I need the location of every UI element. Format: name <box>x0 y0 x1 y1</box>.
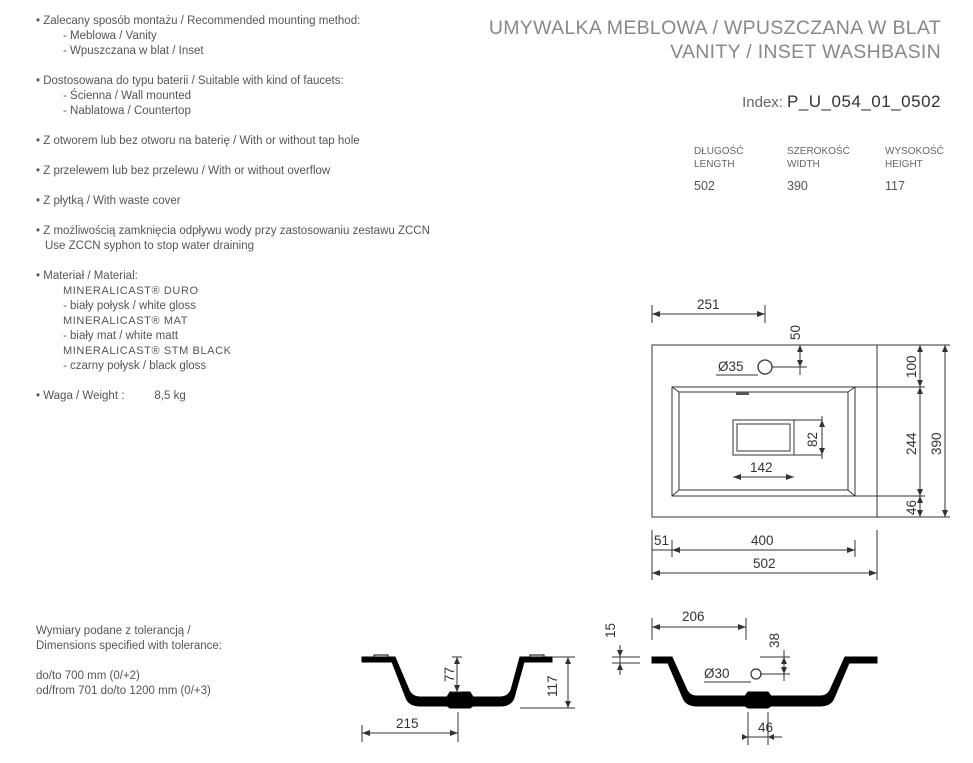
dimension-length-pl: DŁUGOŚĆ <box>694 146 744 157</box>
dim-206: 206 <box>682 609 705 624</box>
dim-117: 117 <box>545 675 560 697</box>
dimension-height-value: 117 <box>885 179 905 193</box>
basin-bowl-outer <box>672 387 855 496</box>
mounting-option-inset: - Wpuszczana w blat / Inset <box>63 45 204 57</box>
material-finish-mat: - biały mat / white matt <box>63 330 179 342</box>
title-pl: UMYWALKA MEBLOWA / WPUSZCZANA W BLAT <box>488 17 941 39</box>
faucet-option-countertop: - Nablatowa / Countertop <box>63 105 191 117</box>
material-name-mat: MINERALICAST® MAT <box>63 315 189 327</box>
closure-line-pl: • Z możliwością zamknięcia odpływu wody przy zastosowaniu zestawu ZCCN <box>36 224 496 239</box>
dim-77: 77 <box>442 666 457 682</box>
dimension-length-value: 502 <box>694 179 715 193</box>
basin-top-outline <box>652 345 877 517</box>
index-value: P_U_054_01_0502 <box>786 92 941 111</box>
dim-46-top: 46 <box>904 499 919 515</box>
waste-cover-inner <box>737 424 790 451</box>
material-name-duro: MINERALICAST® DURO <box>63 285 199 297</box>
waste-cover-outer <box>733 420 794 455</box>
waste-item: • Z płytką / With waste cover <box>36 194 496 209</box>
weight-label: Waga / Weight : <box>43 390 125 402</box>
mounting-title: • Zalecany sposób montażu / Recommended mounting method: <box>36 14 496 29</box>
faucet-title: • Dostosowana do typu baterii / Suitable with kind of faucets: <box>36 74 496 89</box>
index-label: Index: <box>742 94 783 111</box>
dim-142: 142 <box>750 460 773 475</box>
basin-bowl-inner <box>679 392 848 490</box>
dimension-height-pl: WYSOKOŚĆ <box>885 146 944 157</box>
tolerance-line-3: do/to 700 mm (0/+2) <box>36 670 140 682</box>
dimension-height-en: HEIGHT <box>885 159 923 170</box>
dim-38: 38 <box>767 632 782 648</box>
closure-line-en: Use ZCCN syphon to stop water draining <box>45 240 255 252</box>
material-name-stm-black: MINERALICAST® STM BLACK <box>63 345 232 357</box>
tap-hole-circle <box>758 360 772 374</box>
overflow-hole-circle <box>751 669 761 679</box>
dim-82: 82 <box>805 431 820 447</box>
section-right-profile <box>652 657 877 708</box>
weight-value: 8,5 kg <box>154 390 186 402</box>
dim-244: 244 <box>904 432 919 455</box>
material-finish-stm-black: - czarny połysk / black gloss <box>63 360 207 372</box>
dim-46-section: 46 <box>758 720 774 735</box>
overflow-slot <box>736 392 749 395</box>
dimension-width-pl: SZEROKOŚĆ <box>787 146 850 157</box>
title-en: VANITY / INSET WASHBASIN <box>670 41 941 63</box>
dim-400: 400 <box>751 533 774 548</box>
tolerance-line-1: Wymiary podane z tolerancją / <box>36 625 191 637</box>
dim-30: Ø30 <box>704 666 730 681</box>
dimension-width-value: 390 <box>787 179 808 193</box>
dim-502: 502 <box>753 556 776 571</box>
faucet-option-wall: - Ścienna / Wall mounted <box>63 90 192 102</box>
mounting-option-vanity: - Meblowa / Vanity <box>63 30 157 42</box>
dim-15: 15 <box>603 622 618 638</box>
tolerance-line-2: Dimensions specified with tolerance: <box>36 640 223 652</box>
dim-50: 50 <box>788 324 803 340</box>
dim-215: 215 <box>396 716 419 731</box>
material-finish-duro: - biały połysk / white gloss <box>63 300 196 312</box>
dim-100: 100 <box>904 355 919 378</box>
tap-hole-item: • Z otworem lub bez otworu na baterię / With or without tap hole <box>36 134 496 149</box>
dim-35: Ø35 <box>718 359 744 374</box>
overflow-item: • Z przelewem lub bez przelewu / With or without overflow <box>36 164 496 179</box>
dim-51: 51 <box>654 533 670 548</box>
material-title: • Materiał / Material: <box>36 269 496 284</box>
dim-390: 390 <box>929 432 944 455</box>
dim-251: 251 <box>697 297 720 312</box>
tolerance-line-4: od/from 701 do/to 1200 mm (0/+3) <box>36 685 211 697</box>
dimension-width-en: WIDTH <box>787 159 820 170</box>
dimension-length-en: LENGTH <box>694 159 735 170</box>
